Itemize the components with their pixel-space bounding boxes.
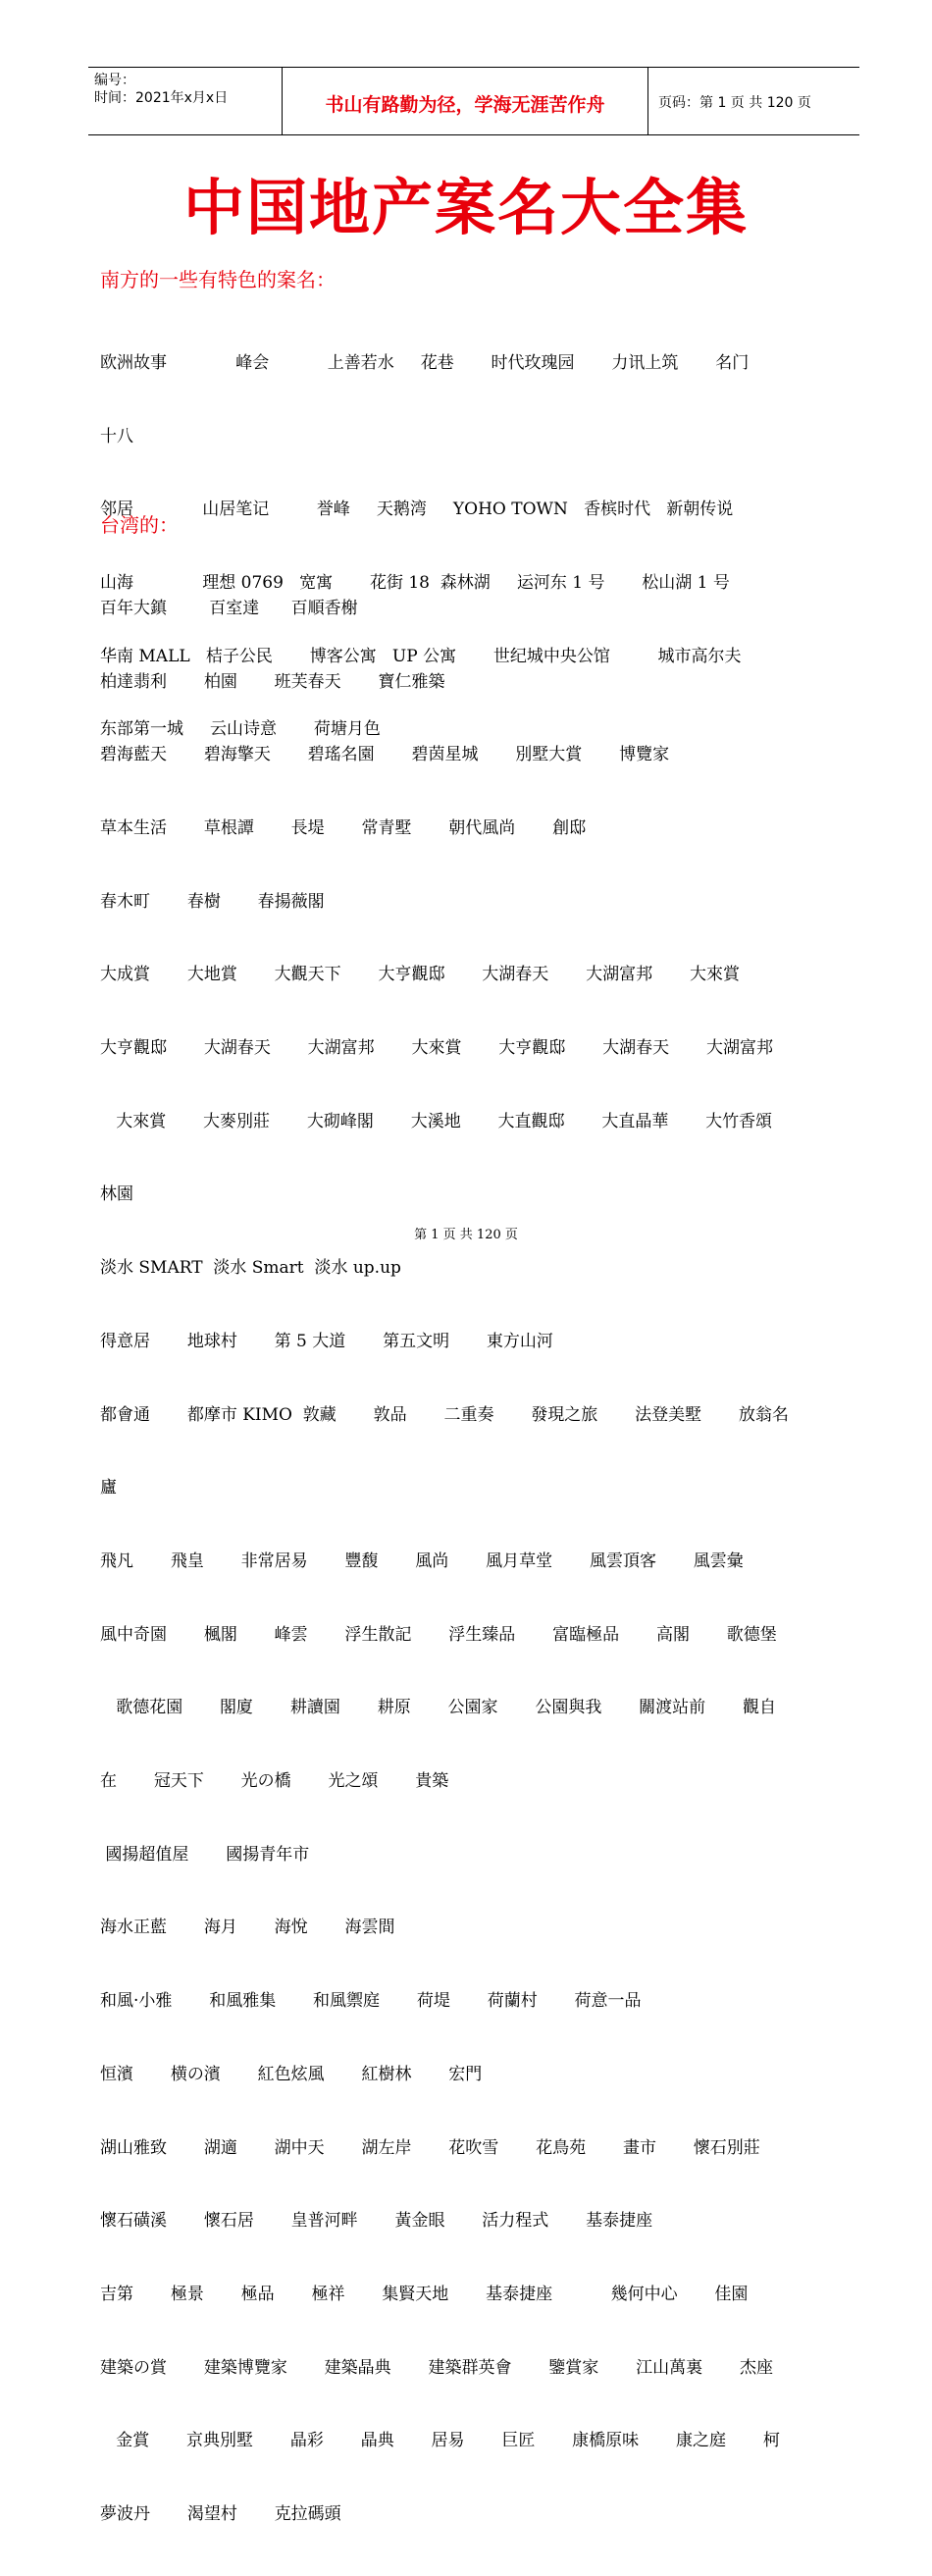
list-line: 夢波丹 渴望村 克拉碼頭 — [100, 2504, 341, 2525]
list-line: 淡水 SMART 淡水 Smart 淡水 up.up — [100, 1258, 401, 1279]
list-line: 金賞 京典別墅 晶彩 晶典 居易 巨匠 康橋原味 康之庭 柯 — [100, 2431, 780, 2451]
taiwan-name-list — [100, 548, 855, 2576]
page-header — [88, 67, 859, 135]
list-line: 海水正藍 海月 海悅 海雲間 — [100, 1918, 395, 1938]
time-label: 时间：2021年x月x日 — [94, 90, 229, 106]
list-line: 懷石磺溪 懷石居 皇普河畔 黃金眼 活力程式 基泰捷座 — [100, 2211, 653, 2232]
list-line: 飛凡 飛皇 非常居易 豐馥 風尚 風月草堂 風雲頂客 風雲彙 — [100, 1551, 744, 1571]
list-line: 大成賞 大地賞 大觀天下 大亨觀邸 大湖春天 大湖富邦 大來賞 — [100, 965, 740, 985]
page-footer: 第 1 页 共 120 页 — [414, 1228, 518, 1242]
number-label: 编号： — [94, 73, 135, 88]
list-line: 百年大鎮 百室達 百順香榭 — [100, 598, 358, 618]
list-line: 大亨觀邸 大湖春天 大湖富邦 大來賞 大亨觀邸 大湖春天 大湖富邦 — [100, 1038, 773, 1059]
list-line: 东部第一城 云山诗意 荷塘月色 — [100, 719, 381, 740]
list-line: 春木町 春樹 春揚薇閣 — [100, 891, 325, 912]
list-line: 华南 MALL 桔子公民 博客公寓 UP 公寓 世纪城中央公馆 城市高尔夫 — [100, 646, 742, 666]
list-line: 十八 — [100, 426, 133, 447]
list-line: 大來賞 大麥別莊 大砌峰閣 大溪地 大直觀邸 大直晶華 大竹香頌 — [100, 1111, 773, 1131]
list-line: 都會通 都摩市 KIMO 敦藏 敦品 二重奏 發現之旅 法登美墅 放翁名 — [100, 1404, 789, 1425]
header-motto: 书山有路勤为径，学海无涯苦作舟 — [283, 68, 648, 134]
list-line: 建築の賞 建築博覽家 建築晶典 建築群英會 鑒賞家 江山萬裏 杰座 — [100, 2357, 773, 2378]
section-taiwan — [100, 511, 855, 2576]
list-line: 在 冠天下 光の橋 光之頌 貴築 — [100, 1771, 449, 1792]
list-line: 吉第 極景 極品 極祥 集賢天地 基泰捷座 幾何中心 佳園 — [100, 2284, 749, 2304]
section-heading-taiwan: 台湾的： — [100, 513, 179, 537]
list-line: 山海 理想 0769 宽寓 花街 18 森林湖 运河东 1 号 松山湖 1 号 — [100, 572, 730, 593]
list-line: 草本生活 草根譚 長堤 常青墅 朝代風尚 創邸 — [100, 817, 587, 838]
list-line: 風中奇園 楓閣 峰雲 浮生散記 浮生臻品 富臨極品 高閣 歌德堡 — [100, 1624, 777, 1645]
list-line: 歌德花園 閣廈 耕讀園 耕原 公園家 公園與我 關渡站前 觀自 — [100, 1698, 776, 1718]
list-line: 恒濱 横の濱 紅色炫風 紅樹林 宏門 — [100, 2064, 483, 2084]
list-line: 柏達翡利 柏園 班芙春天 寶仁雅築 — [100, 671, 445, 692]
list-line: 和風·小雅 和風雅集 和風禦庭 荷堤 荷蘭村 荷意一品 — [100, 1991, 642, 2012]
list-line: 湖山雅致 湖適 湖中天 湖左岸 花吹雪 花鳥苑 畫市 懷石別莊 — [100, 2137, 760, 2158]
header-page-info: 页码：第 1 页 共 120 页 — [658, 95, 811, 111]
document-title: 中国地产案名大全集 — [182, 172, 749, 243]
list-line: 邻居 山居笔记 誉峰 天鹅湾 YOHO TOWN 香槟时代 新朝传说 — [100, 499, 734, 520]
section-heading-south: 南方的一些有特色的案名： — [100, 268, 336, 291]
list-line: 林園 — [100, 1184, 133, 1205]
list-line: 國揚超值屋 國揚青年市 — [100, 1844, 310, 1865]
header-meta — [88, 68, 283, 134]
list-line: 得意居 地球村 第 5 大道 第五文明 東方山河 — [100, 1331, 553, 1351]
list-line: 碧海藍天 碧海擎天 碧瑤名園 碧茵星城 別墅大賞 博覽家 — [100, 745, 670, 765]
list-line: 欧洲故事 峰会 上善若水 花巷 时代玫瑰园 力讯上筑 名门 — [100, 352, 750, 373]
list-line: 廬 — [100, 1478, 117, 1498]
